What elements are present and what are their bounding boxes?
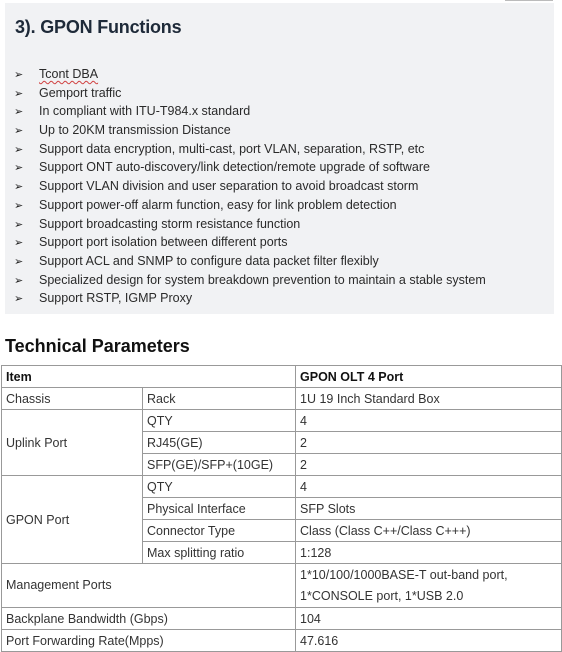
arrow-bullet-icon: ➢ <box>14 143 24 156</box>
arrow-bullet-icon: ➢ <box>14 255 24 268</box>
row-sublabel: Connector Type <box>143 520 296 542</box>
arrow-bullet-icon: ➢ <box>14 237 24 250</box>
row-sublabel: RJ45(GE) <box>143 432 296 454</box>
row-label: Port Forwarding Rate(Mpps) <box>2 630 296 652</box>
row-value: 104 <box>296 608 562 630</box>
arrow-bullet-icon: ➢ <box>14 125 24 138</box>
row-label: Chassis <box>2 388 143 410</box>
row-label: GPON Port <box>2 476 143 564</box>
row-value: 1:128 <box>296 542 562 564</box>
arrow-bullet-icon: ➢ <box>14 274 24 287</box>
row-sublabel: Rack <box>143 388 296 410</box>
row-value: 47.616 <box>296 630 562 652</box>
header-model: GPON OLT 4 Port <box>296 366 562 388</box>
arrow-bullet-icon: ➢ <box>14 87 24 100</box>
arrow-bullet-icon: ➢ <box>14 162 24 175</box>
row-label: Uplink Port <box>2 410 143 476</box>
top-edge-line <box>505 0 553 1</box>
row-sublabel: Max splitting ratio <box>143 542 296 564</box>
row-value: Class (Class C++/Class C+++) <box>296 520 562 542</box>
arrow-bullet-icon: ➢ <box>14 293 24 306</box>
row-value: 2 <box>296 454 562 476</box>
row-label: Backplane Bandwidth (Gbps) <box>2 608 296 630</box>
row-sublabel: SFP(GE)/SFP+(10GE) <box>143 454 296 476</box>
row-value <box>296 564 562 608</box>
row-value: 1U 19 Inch Standard Box <box>296 388 562 410</box>
table-header-row <box>2 366 562 388</box>
technical-parameters-table <box>1 365 562 652</box>
technical-parameters-title: Technical Parameters <box>5 336 190 356</box>
management-line-2: 1*CONSOLE port, 1*USB 2.0 <box>300 588 464 603</box>
row-value: SFP Slots <box>296 498 562 520</box>
row-value: 4 <box>296 476 562 498</box>
table-row <box>2 630 562 652</box>
management-line-1: 1*10/100/1000BASE-T out-band port, <box>300 567 508 582</box>
row-sublabel: Physical Interface <box>143 498 296 520</box>
row-sublabel: QTY <box>143 476 296 498</box>
arrow-bullet-icon: ➢ <box>14 69 24 81</box>
table-row <box>2 564 562 608</box>
gpon-functions-title: 3). GPON Functions <box>15 17 182 37</box>
table-row <box>2 410 562 432</box>
arrow-bullet-icon: ➢ <box>14 181 24 194</box>
table-row <box>2 388 562 410</box>
header-item: Item <box>2 366 296 388</box>
arrow-bullet-icon: ➢ <box>14 106 24 119</box>
row-value: 4 <box>296 410 562 432</box>
gpon-functions-panel: 3). GPON Functions ➢ Tcont DBA ➢ Gemport traffic ➢ In compliant with ITU-T984.x standard ➢ Up to 20KM transmission Distance ➢ Support data encryption, multi-cast, port VLAN, separation, RSTP, etc ➢ Support ONT auto-discovery/link detection/remote upgrade of software ➢ Support VLAN division and user separation to avoid broadcast storm ➢ Support power-off alarm function, easy for link problem detection ➢ Support broadcasting storm resistance function ➢ Support port isolation between different ports ➢ Support ACL and SNMP to configure data packet filter flexibly ➢ Specialized design for system breakdown prevention to maintain a stable system ➢ Support RSTP, IGMP Proxy <box>5 3 554 314</box>
table-row <box>2 608 562 630</box>
row-value: 2 <box>296 432 562 454</box>
arrow-bullet-icon: ➢ <box>14 218 24 231</box>
arrow-bullet-icon: ➢ <box>14 199 24 212</box>
row-sublabel: QTY <box>143 410 296 432</box>
row-label: Management Ports <box>2 564 296 608</box>
table-row <box>2 476 562 498</box>
